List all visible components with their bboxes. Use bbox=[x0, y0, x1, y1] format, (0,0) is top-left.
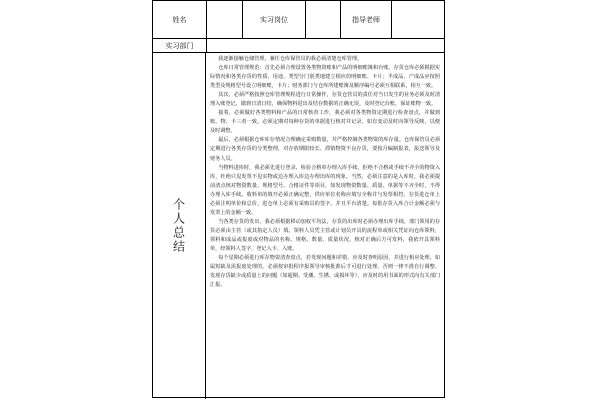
header-row-2 bbox=[153, 39, 444, 53]
teacher-value bbox=[392, 1, 444, 38]
section-label-cell bbox=[153, 53, 206, 399]
dept-label: 实习部门 bbox=[165, 41, 194, 50]
paragraph: 仓库日常管理规范：首先必须合理设置各类物资账和产品的明细账簿和台账。存货仓库必须根据实际情况和各类存货的性质、用途、类型分门别类地建立相应的明细账、卡片；半成品、产成品应按照类型及规格型号设立明细账，卡片；财务部门与仓库所建账簿及顺序编号必须互相联系，相互一致。 bbox=[210, 65, 440, 90]
name-value bbox=[207, 1, 242, 38]
paragraph: 我逐渐接触仓储管理，兼任仓库保管员的我必须清楚仓库管理。 bbox=[218, 56, 363, 62]
dept-value bbox=[207, 39, 444, 52]
name-label: 姓名 bbox=[172, 15, 187, 24]
paragraph: 接着，必须做好各类物料和产品的日常核查工作，我必须对各类物资定期进行检查盘点，并做到账、物、卡三者一致。必须定期对每种存货的单据进行核对并记录，如有变动及时向领导反映，以便及时调整。 bbox=[210, 110, 440, 135]
teacher-label: 指导老师 bbox=[352, 15, 380, 24]
paragraph: 最后，必须根据仓库库存情况合理确定采购数量，并严格控制各类物资的库存量。仓库保管员必须定期进行各类存货的分类整理，对存放期限较长、滞销物资不良存货，要按月编制报表，报送领导及财务人员。 bbox=[210, 137, 440, 162]
paragraph: 当物料进库时，我必须先进行登录、检验合格单办理入库手续，拒绝不合格或手续不齐全的物资入库，杜绝只见发票不见实物或边办理入库边办理出库的现象。当然，必须注意的是入库时，我必须提前清点核对物资数量、规格型号、合格证件等项目，如发现物资数量、质量、单据等不齐全时，不得办理入库手续。收料单的填开必须正确完整，供应单位名称应填写全称并与发票相符。存货进仓单上必须注明单价和总价，进仓单上必须有采购员的签字，并且平台清楚。每批存货入库合计金额必须与发票上的金额一致。 bbox=[210, 164, 440, 216]
internship-form bbox=[152, 0, 445, 398]
paragraph: 当各类存货的发出，我必须根据移动加权平均法，存货的出库时必须办理出库手续，部门领用的存货必须由主管（或其指定人员）填、领料人员凭主管或计划员开具的流程单或相关凭证向仓库领料，领料和成品或报废或对物品的名称、规格、数量、质量状况，核对正确后方可发料，我依开具领料单，经领料人签字，登记入卡、入账。 bbox=[210, 218, 440, 252]
paragraph: 每个星期必须进行库存物资清查盘点，若发现问题和差错，应及时查明原因，并进行相应处理。如属短缺及需报废处理的，必须按审批程序报领导审核批准后才可进行处理，否则一律不准自行调整。发现存货缺少或质量上的问题（如超期、受潮、生锈、或损坏等），应及时的用书面的形式向有关部门汇报。 bbox=[210, 255, 440, 289]
paragraph: 其次，必须严格按照仓库管理规程进行日常操作，存货仓管员的责任对当日发生的业务必须及时清理入账登记，做到日清日结，确保物料进出及结存数据的正确无误，及时登记台账，保证账物一致。 bbox=[210, 92, 440, 108]
position-value bbox=[306, 1, 340, 38]
header-row-1 bbox=[153, 1, 444, 39]
summary-body bbox=[210, 55, 440, 393]
position-label: 实习岗位 bbox=[260, 15, 288, 24]
section-title: 个人总结 bbox=[171, 198, 186, 254]
